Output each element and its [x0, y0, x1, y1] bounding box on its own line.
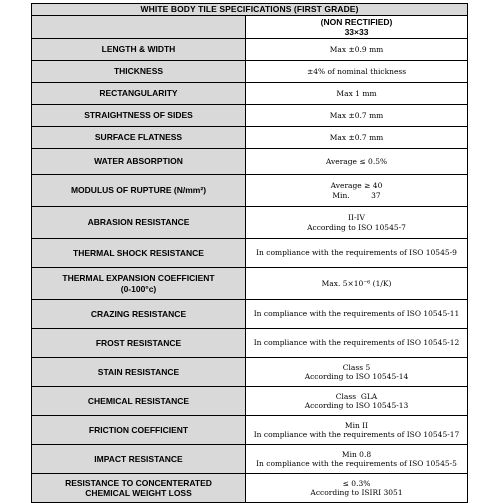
- value-line: Min II: [344, 420, 369, 430]
- property-cell: [32, 358, 246, 387]
- value-cell: [246, 39, 468, 61]
- spec-row: [32, 61, 468, 83]
- value-cell: [246, 83, 468, 105]
- spec-row: [32, 207, 468, 239]
- property-label: THERMAL EXPANSION COEFFICIENT: [62, 273, 215, 283]
- property-cell: [32, 329, 246, 358]
- spec-row: [32, 175, 468, 207]
- spec-row: [32, 329, 468, 358]
- grade-header-cell: [246, 16, 468, 39]
- value-line: According to ISO 10545-13: [304, 401, 409, 410]
- value-cell: [246, 268, 468, 300]
- spec-row: [32, 300, 468, 329]
- property-label: WATER ABSORPTION: [94, 156, 183, 167]
- value-line: ±4% of nominal thickness: [306, 66, 407, 76]
- value-cell: [246, 416, 468, 445]
- property-label: FROST RESISTANCE: [95, 337, 182, 348]
- property-label: ABRASION RESISTANCE: [87, 217, 190, 228]
- value-cell: [246, 175, 468, 207]
- spec-row: [32, 83, 468, 105]
- spec-row: [32, 39, 468, 61]
- property-cell: [32, 300, 246, 329]
- property-cell: [32, 268, 246, 300]
- value-cell: [246, 445, 468, 474]
- spec-row: [32, 416, 468, 445]
- spec-row: [32, 268, 468, 300]
- value-line: II-IV: [348, 213, 365, 222]
- property-label: STAIN RESISTANCE: [97, 366, 180, 377]
- spec-rows: [32, 39, 468, 503]
- header-blank-cell: [32, 16, 246, 39]
- property-cell: [32, 239, 246, 268]
- value-line: Average ≤ 0.5%: [325, 156, 388, 166]
- value-cell: [246, 127, 468, 149]
- value-line: Class 5: [342, 362, 371, 372]
- value-line: ≤ 0.3%: [342, 478, 371, 488]
- value-line: In compliance with the requirements of ISO 10545-9: [256, 248, 457, 258]
- property-cell: [32, 387, 246, 416]
- value-line: Max ±0.7 mm: [329, 110, 384, 120]
- table-title: WHITE BODY TILE SPECIFICATIONS (FIRST GRADE): [32, 4, 468, 16]
- property-label-line2: (0-100°c): [120, 283, 157, 294]
- value-cell: [246, 474, 468, 503]
- property-label: IMPACT RESISTANCE: [94, 453, 183, 464]
- property-cell: [32, 127, 246, 149]
- value-cell: [246, 239, 468, 268]
- value-line: In compliance with the requirements of ISO 10545-12: [253, 338, 460, 348]
- property-label: RECTANGULARITY: [99, 88, 178, 99]
- spec-row: [32, 358, 468, 387]
- specification-table: [31, 3, 468, 503]
- value-line: Min. 37: [332, 190, 381, 200]
- property-label: THERMAL SHOCK RESISTANCE: [73, 247, 204, 258]
- property-label: SURFACE FLATNESS: [94, 132, 183, 143]
- grade-header-line2: 33×33: [344, 27, 369, 37]
- spec-row: [32, 474, 468, 503]
- value-line: In compliance with the requirements of ISO 10545-5: [256, 459, 457, 468]
- spec-row: [32, 387, 468, 416]
- property-label: STRAIGHTNESS OF SIDES: [84, 110, 193, 121]
- value-cell: [246, 387, 468, 416]
- value-line: Max ±0.7 mm: [329, 132, 384, 142]
- value-line: Max 1 mm: [336, 88, 377, 98]
- value-line: Min 0.8: [341, 449, 372, 459]
- property-label-line2: CHEMICAL WEIGHT LOSS: [85, 488, 192, 498]
- value-cell: [246, 105, 468, 127]
- property-label: CRAZING RESISTANCE: [90, 308, 187, 319]
- value-line: Average ≥ 40: [330, 181, 383, 190]
- spec-row: [32, 149, 468, 175]
- value-line: Max ±0.9 mm: [329, 44, 384, 54]
- spec-row: [32, 445, 468, 474]
- grade-header-line1: (NON RECTIFIED): [320, 17, 393, 27]
- property-label: FRICTION COEFFICIENT: [88, 424, 189, 435]
- spec-row: [32, 239, 468, 268]
- value-line: Max. 5×10⁻⁶ (1/K): [321, 278, 392, 288]
- value-cell: [246, 329, 468, 358]
- property-label: MODULUS OF RUPTURE (N/mm²): [70, 185, 207, 196]
- title-row: [32, 4, 468, 16]
- value-line: According to ISO 10545-14: [304, 372, 409, 381]
- property-cell: [32, 474, 246, 503]
- value-line: In compliance with the requirements of ISO 10545-17: [253, 430, 460, 439]
- value-cell: [246, 207, 468, 239]
- value-line: In compliance with the requirements of ISO 10545-11: [253, 309, 460, 319]
- value-line: According to ISO 10545-7: [307, 222, 406, 232]
- property-cell: [32, 39, 246, 61]
- property-cell: [32, 207, 246, 239]
- property-cell: [32, 149, 246, 175]
- value-cell: [246, 300, 468, 329]
- property-cell: [32, 105, 246, 127]
- property-cell: [32, 175, 246, 207]
- spec-row: [32, 105, 468, 127]
- spec-row: [32, 127, 468, 149]
- value-cell: [246, 358, 468, 387]
- value-line: Class GLA: [335, 391, 378, 401]
- value-line: According to ISIRI 3051: [310, 488, 403, 497]
- property-label: RESISTANCE TO CONCENTERATED: [65, 477, 212, 488]
- property-label: THICKNESS: [113, 66, 164, 77]
- property-cell: [32, 61, 246, 83]
- value-cell: [246, 61, 468, 83]
- property-label: CHEMICAL RESISTANCE: [87, 395, 190, 406]
- property-cell: [32, 416, 246, 445]
- property-label: LENGTH & WIDTH: [101, 44, 176, 55]
- header-row: [32, 16, 468, 39]
- property-cell: [32, 445, 246, 474]
- property-cell: [32, 83, 246, 105]
- value-cell: [246, 149, 468, 175]
